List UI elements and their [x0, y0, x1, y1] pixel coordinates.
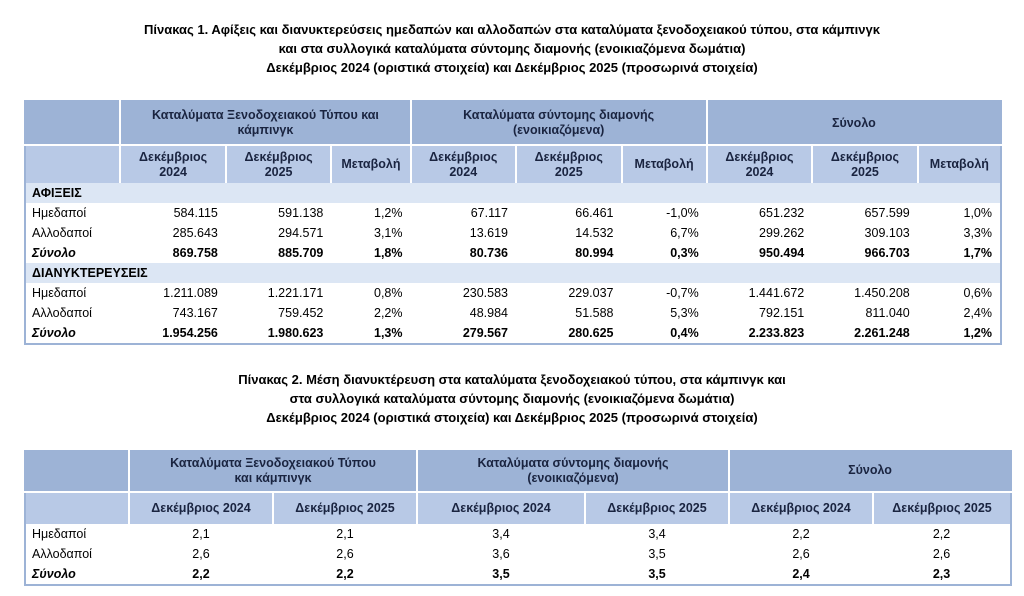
cell-value: 2,3 [873, 564, 1011, 585]
subheader-dec2025: Δεκέμβριος 2025 [226, 145, 332, 183]
row-label: Ημεδαποί [32, 527, 87, 541]
section-label: ΔΙΑΝΥΚΤΕΡΕΥΣΕΙΣ [25, 263, 1001, 283]
cell-value: 67.117 [470, 206, 508, 220]
cell-value: 1.441.672 [748, 286, 805, 300]
table-row [25, 243, 1001, 263]
cell-value: 1.450.208 [854, 286, 910, 300]
section-row [25, 183, 1001, 203]
cell-value: 591.138 [278, 206, 324, 220]
cell-value: 1,3% [374, 326, 403, 340]
cell-value: 743.167 [172, 306, 218, 320]
cell-value: 1,7% [963, 246, 992, 260]
cell-value: 950.494 [759, 246, 805, 260]
group-header-hotels: Καταλύματα Ξενοδοχειακού Τύπου και κάμπινγκ [120, 101, 410, 145]
cell-value: 2,2 [932, 527, 951, 541]
cell-value: 285.643 [172, 226, 218, 240]
cell-value: 2.233.823 [748, 326, 805, 340]
table-row [25, 323, 1001, 344]
cell-value: 1.954.256 [162, 326, 218, 340]
cell-value: 3,5 [585, 564, 729, 585]
subheader-dec2024: Δεκέμβριος 2024 [129, 492, 273, 524]
cell-value: 885.709 [278, 246, 324, 260]
cell-value: 0,3% [670, 246, 699, 260]
cell-value: 2.261.248 [854, 326, 910, 340]
table1-title-line2: και στα συλλογικά καταλύματα σύντομης διαμονής (ενοικιαζόμενα δωμάτια) [278, 41, 746, 56]
cell-value: 229.037 [568, 286, 614, 300]
subheader-dec2024: Δεκέμβριος 2024 [729, 492, 873, 524]
cell-value: 280.625 [568, 326, 614, 340]
group-header-total: Σύνολο [729, 450, 1011, 492]
cell-value: 2,2 [273, 564, 417, 585]
cell-value: 0,6% [963, 286, 992, 300]
group-header-short-stay: Καταλύματα σύντομης διαμονής (ενοικιαζόμενα) [417, 450, 729, 492]
cell-value: 3,4 [648, 527, 666, 541]
cell-value: 1.980.623 [267, 326, 324, 340]
cell-value: 2,2 [129, 564, 273, 585]
cell-value: 299.262 [759, 226, 805, 240]
table-row [25, 544, 1011, 564]
cell-value: 0,8% [374, 286, 403, 300]
subheader-dec2024: Δεκέμβριος 2024 [120, 145, 226, 183]
row-label: Σύνολο [32, 326, 76, 340]
subheader-dec2025: Δεκέμβριος 2025 [873, 492, 1011, 524]
subheader-dec2025: Δεκέμβριος 2025 [273, 492, 417, 524]
row-label: Ημεδαποί [32, 206, 87, 220]
cell-value: 1,8% [374, 246, 403, 260]
group-header-total: Σύνολο [707, 101, 1001, 145]
table2-title-line2: στα συλλογικά καταλύματα σύντομης διαμονής (ενοικιαζόμενα δωμάτια) [289, 391, 735, 406]
row-label: Σύνολο [32, 246, 76, 260]
table2-title [0, 370, 1024, 427]
group-header-short-stay: Καταλύματα σύντομης διαμονής (ενοικιαζόμενα) [411, 101, 707, 145]
table2-title-line1: Πίνακας 2. Μέση διανυκτέρευση στα καταλύματα ξενοδοχειακού τύπου, στα κάμπινγκ και [238, 372, 786, 387]
cell-value: 2,1 [192, 527, 210, 541]
subheader-change: Μεταβολή [622, 145, 707, 183]
cell-value: 66.461 [575, 206, 614, 220]
cell-value: 13.619 [469, 226, 508, 240]
table-row [25, 223, 1001, 243]
cell-value: 1,0% [963, 206, 992, 220]
cell-value: 759.452 [278, 306, 324, 320]
cell-value: 230.583 [462, 286, 508, 300]
subheader-change: Μεταβολή [331, 145, 410, 183]
cell-value: 2,6 [336, 547, 354, 561]
cell-value: 792.151 [759, 306, 805, 320]
cell-value: 651.232 [759, 206, 805, 220]
subheader-dec2024: Δεκέμβριος 2024 [411, 145, 517, 183]
table2-title-line3: Δεκέμβριος 2024 (οριστικά στοιχεία) και Δεκέμβριος 2025 (προσωρινά στοιχεία) [266, 410, 758, 425]
cell-value: 2,1 [336, 527, 354, 541]
cell-value: 1.221.171 [267, 286, 324, 300]
cell-value: 14.532 [575, 226, 614, 240]
cell-value: 6,7% [670, 226, 699, 240]
table1-title-line1: Πίνακας 1. Αφίξεις και διανυκτερεύσεις ημεδαπών και αλλοδαπών στα καταλύματα ξενοδοχειακού τύπου, στα κάμπινγκ [144, 22, 880, 37]
cell-value: 1.211.089 [163, 286, 218, 300]
cell-value: 869.758 [172, 246, 218, 260]
header-blank [25, 101, 120, 145]
cell-value: 2,2 [792, 527, 810, 541]
section-label: ΑΦΙΞΕΙΣ [25, 183, 1001, 203]
cell-value: 2,4 [729, 564, 873, 585]
table-row [25, 283, 1001, 303]
cell-value: 1,2% [374, 206, 403, 220]
table-row [25, 564, 1011, 585]
cell-value: 3,6 [492, 547, 510, 561]
table-row [25, 203, 1001, 223]
subheader-change: Μεταβολή [918, 145, 1001, 183]
row-label: Αλλοδαποί [32, 547, 92, 561]
cell-value: -1,0% [666, 206, 699, 220]
subheader-dec2025: Δεκέμβριος 2025 [516, 145, 622, 183]
row-label: Αλλοδαποί [32, 226, 92, 240]
average-stay-table [24, 450, 1012, 586]
cell-value: 51.588 [575, 306, 614, 320]
cell-value: 0,4% [670, 326, 699, 340]
cell-value: 279.567 [462, 326, 508, 340]
cell-value: 657.599 [864, 206, 910, 220]
cell-value: 3,4 [492, 527, 510, 541]
cell-value: 3,5 [417, 564, 585, 585]
row-label: Αλλοδαποί [32, 306, 92, 320]
cell-value: 80.994 [575, 246, 614, 260]
cell-value: 2,2% [374, 306, 403, 320]
cell-value: 294.571 [278, 226, 324, 240]
row-label: Ημεδαποί [32, 286, 87, 300]
subheader-dec2025: Δεκέμβριος 2025 [585, 492, 729, 524]
cell-value: 811.040 [865, 306, 910, 320]
cell-value: 2,6 [932, 547, 951, 561]
subheader-blank [25, 145, 120, 183]
cell-value: 2,6 [792, 547, 810, 561]
subheader-dec2024: Δεκέμβριος 2024 [417, 492, 585, 524]
row-label: Σύνολο [25, 564, 129, 585]
cell-value: 584.115 [173, 206, 218, 220]
table1-title [0, 20, 1024, 77]
header-blank [25, 450, 129, 492]
cell-value: 1,2% [963, 326, 992, 340]
cell-value: 966.703 [864, 246, 910, 260]
group-header-hotels: Καταλύματα Ξενοδοχειακού Τύπου και κάμπινγκ [129, 450, 417, 492]
cell-value: 3,5 [648, 547, 666, 561]
cell-value: 309.103 [864, 226, 910, 240]
table-row [25, 524, 1011, 544]
cell-value: 80.736 [469, 246, 508, 260]
cell-value: 5,3% [670, 306, 699, 320]
cell-value: -0,7% [666, 286, 699, 300]
section-row [25, 263, 1001, 283]
cell-value: 3,1% [374, 226, 403, 240]
subheader-dec2025: Δεκέμβριος 2025 [812, 145, 918, 183]
cell-value: 2,6 [192, 547, 210, 561]
arrivals-overnights-table [24, 100, 1002, 345]
cell-value: 3,3% [963, 226, 992, 240]
subheader-dec2024: Δεκέμβριος 2024 [707, 145, 813, 183]
cell-value: 2,4% [963, 306, 992, 320]
cell-value: 48.984 [469, 306, 508, 320]
subheader-blank [25, 492, 129, 524]
table-row [25, 303, 1001, 323]
table1-title-line3: Δεκέμβριος 2024 (οριστικά στοιχεία) και Δεκέμβριος 2025 (προσωρινά στοιχεία) [266, 60, 758, 75]
